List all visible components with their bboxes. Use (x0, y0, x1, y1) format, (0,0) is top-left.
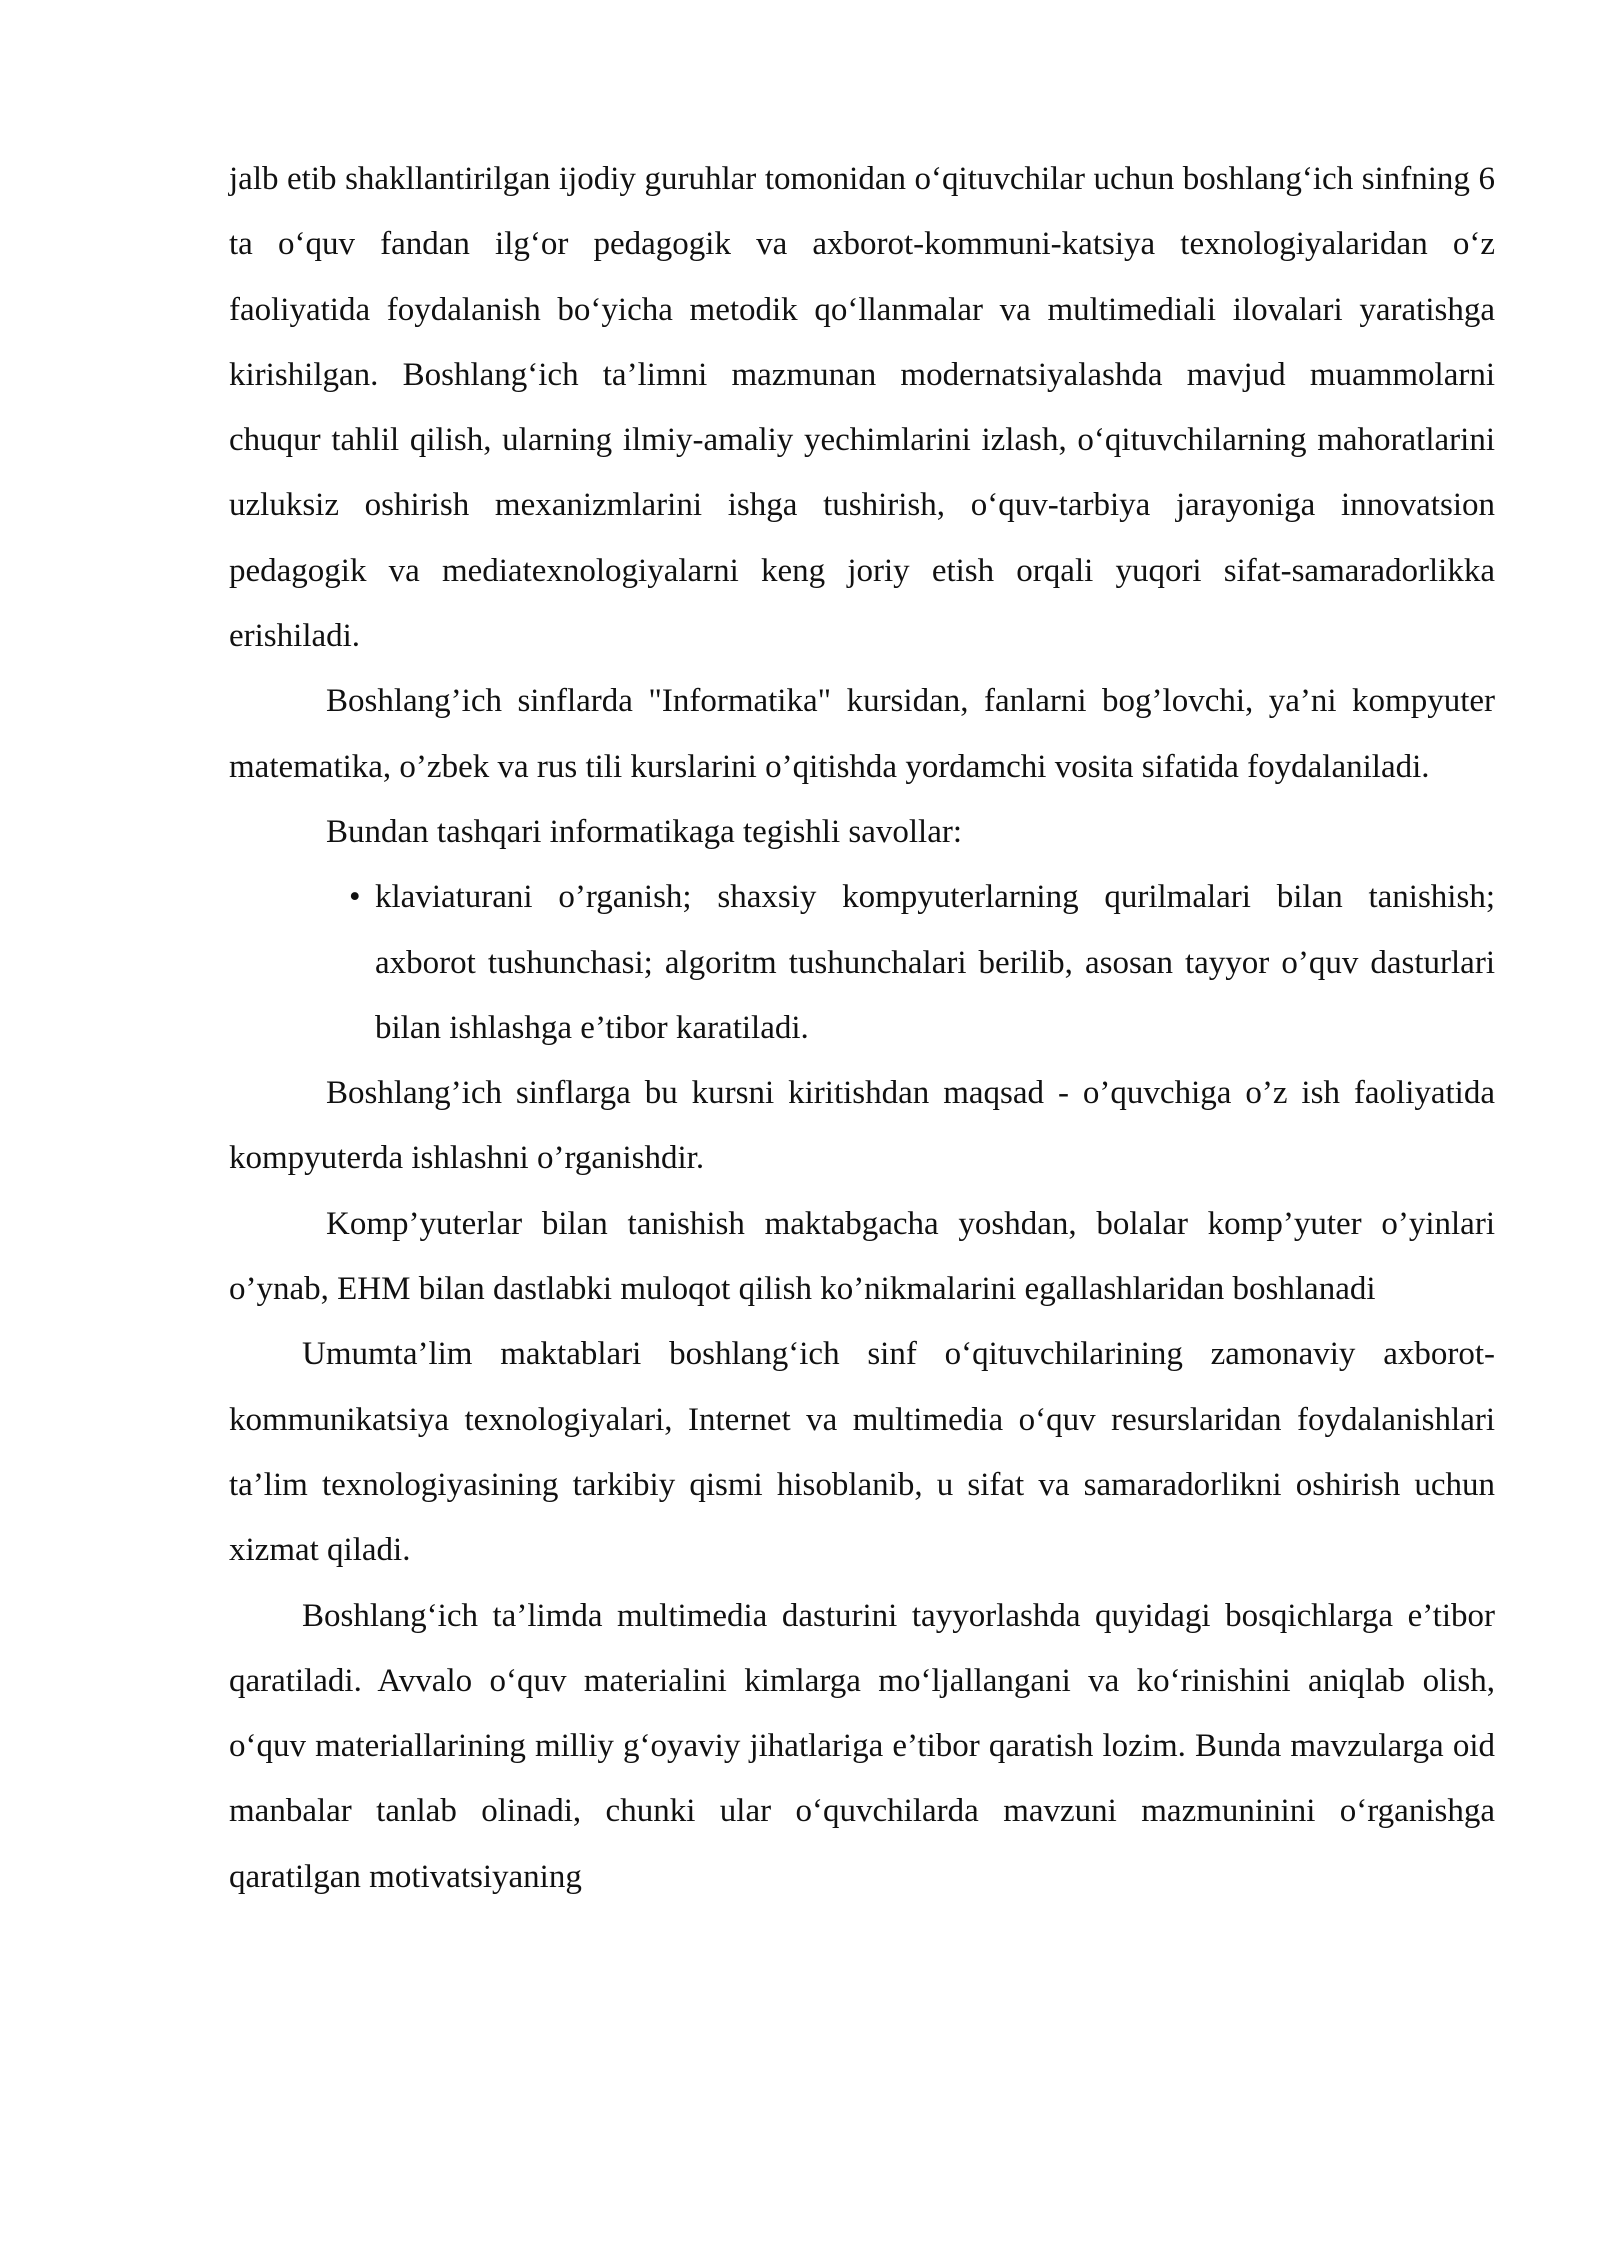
paragraph-3: Bundan tashqari informatikaga tegishli savollar: (326, 813, 963, 850)
paragraph-2: Boshlang’ich sinflarda "Informatika" kursidan, fanlarni bog’lovchi, ya’ni kompyuter matematika, o’zbek va rus tili kurslarini o’qitishda yordamchi vosita sifatida foydalaniladi. (229, 683, 1495, 785)
paragraph-1: jalb etib shakllantirilgan ijodiy guruhlar tomonidan o‘qituvchilar uchun boshlang‘ich sinfning 6 ta o‘quv fandan ilg‘or pedagogik va axborot-kommuni-katsiya texnologiyalaridan o‘z faoliyatida foydalanish bo‘yicha metodik qo‘llanmalar va multimediali ilovalari yaratishga kirishilgan. Boshlang‘ich ta’limni mazmunan modernatsiyalashda mavjud muammolarni chuqur tahlil qilish, ularning ilmiy-amaliy yechimlarini izlash, o‘qituvchilarning mahoratlarini uzluksiz oshirish mexanizmlarini ishga tushirish, o‘quv-tarbiya jarayoniga innovatsion pedagogik va mediatexnologiyalarni keng joriy etish orqali yuqori sifat-samaradorlikka erishiladi. (229, 161, 1495, 655)
paragraph-4: Boshlang’ich sinflarga bu kursni kiritishdan maqsad - o’quvchiga o’z ish faoliyatida kompyuterda ishlashni o’rganishdir. (229, 1075, 1495, 1177)
list-item (349, 865, 1495, 1061)
list-item-text: klaviaturani o’rganish; shaxsiy kompyuterlarning qurilmalari bilan tanishish; axborot tushunchasi; algoritm tushunchalari berilib, asosan tayyor o’quv dasturlari bilan ishlashga e’tibor karatiladi. (375, 879, 1495, 1046)
bullet-icon: • (349, 879, 361, 916)
bullet-list (229, 865, 1495, 1061)
paragraph-5: Komp’yuterlar bilan tanishish maktabgacha yoshdan, bolalar komp’yuter o’yinlari o’ynab, EHM bilan dastlabki muloqot qilish ko’nikmalarini egallashlaridan boshlanadi (229, 1205, 1495, 1308)
document-page (229, 147, 1495, 1910)
paragraph-7: Boshlang‘ich ta’limda multimedia dasturini tayyorlashda quyidagi bosqichlarga e’tibor qaratiladi. Avvalo o‘quv materialini kimlarga mo‘ljallangani va ko‘rinishini aniqlab olish, o‘quv materiallarining milliy g‘oyaviy jihatlariga e’tibor qaratish lozim. Bunda mavzularga oid manbalar tanlab olinadi, chunki ular o‘quvchilarda mavzuni mazmuninini o‘rganishga qaratilgan motivatsiyaning (229, 1597, 1495, 1895)
paragraph-6: Umumta’lim maktablari boshlang‘ich sinf o‘qituvchilarining zamonaviy axborot-kommunikatsiya texnologiyalari, Internet va multimedia o‘quv resurslaridan foydalanishlari ta’lim texnologiyasining tarkibiy qismi hisoblanib, u sifat va samaradorlikni oshirish uchun xizmat qiladi. (229, 1336, 1495, 1569)
